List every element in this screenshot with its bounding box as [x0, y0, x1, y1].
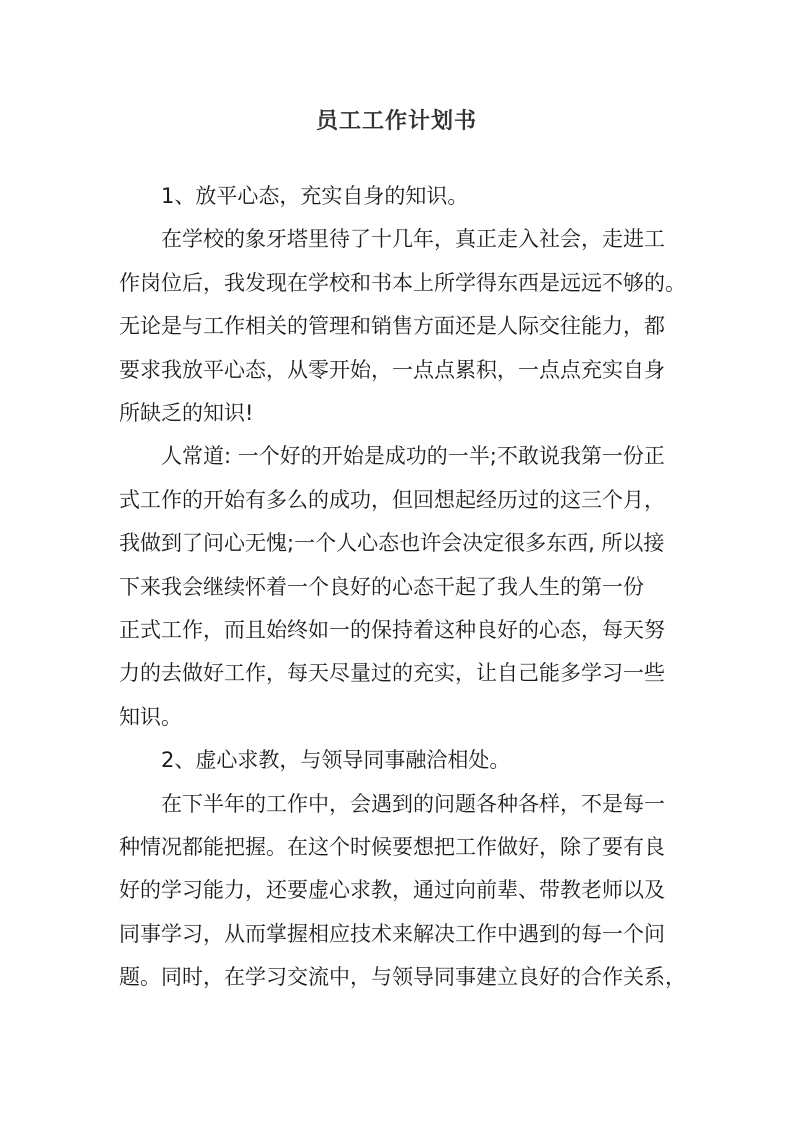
text-line: 下来我会继续怀着一个良好的心态干起了我人生的第一份 — [119, 574, 644, 599]
text-line: 正式工作，而且始终如一的保持着这种良好的心态，每天努 — [119, 618, 665, 642]
text-line: 我做到了问心无愧;一个人心态也许会决定很多东西, 所以接 — [119, 531, 665, 556]
text-line: 无论是与工作相关的管理和销售方面还是人际交往能力，都 — [119, 314, 665, 339]
document-title: 员工工作计划书 — [315, 109, 477, 134]
text-line: 种情况都能把握。在这个时候要想把工作做好，除了要有良 — [119, 835, 665, 859]
text-line: 好的学习能力，还要虚心求教，通过向前辈、带教老师以及 — [119, 878, 665, 903]
text-line: 题。同时，在学习交流中，与领导同事建立良好的合作关系， — [119, 965, 686, 990]
text-line: 在学校的象牙塔里待了十几年，真正走入社会，走进工 — [161, 227, 665, 252]
text-line: 在下半年的工作中，会遇到的问题各种各样，不是每一 — [161, 791, 665, 816]
text-line: 同事学习，从而掌握相应技术来解决工作中遇到的每一个问 — [119, 921, 665, 946]
text-line: 所缺乏的知识! — [119, 401, 254, 425]
text-line: 2、虚心求教，与领导同事融洽相处。 — [161, 748, 511, 773]
text-line: 作岗位后，我发现在学校和书本上所学得东西是远远不够的。 — [119, 270, 686, 295]
text-line: 1、放平心态，充实自身的知识。 — [161, 184, 469, 208]
text-line: 式工作的开始有多么的成功，但回想起经历过的这三个月， — [119, 487, 665, 512]
text-line: 人常道: 一个好的开始是成功的一半;不敢说我第一份正 — [161, 444, 665, 469]
text-line: 知识。 — [119, 704, 182, 729]
text-line: 力的去做好工作，每天尽量过的充实，让自己能多学习一些 — [119, 661, 665, 686]
text-line: 要求我放平心态，从零开始，一点点累积，一点点充实自身 — [119, 357, 665, 382]
